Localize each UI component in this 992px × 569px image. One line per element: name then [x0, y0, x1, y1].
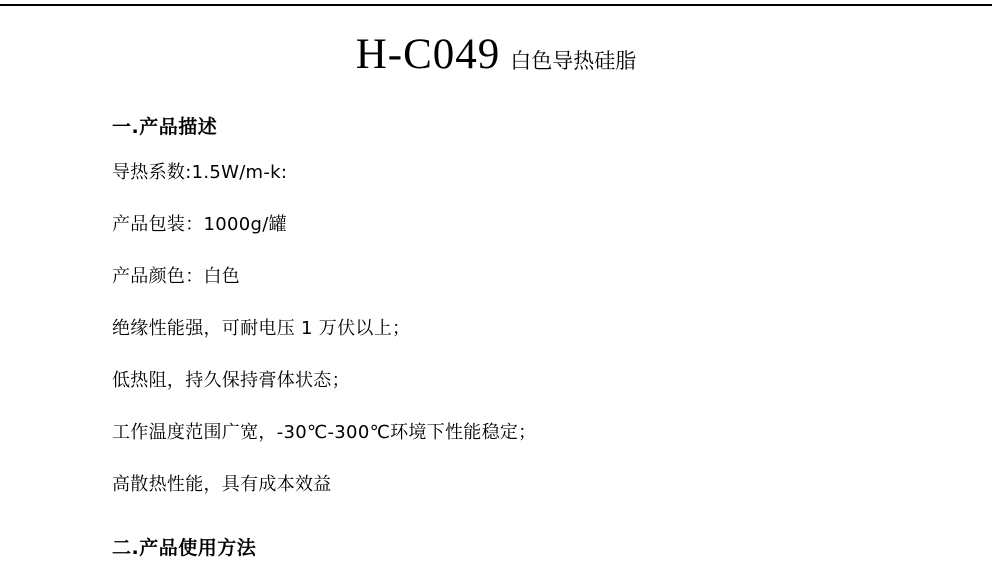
product-name-subtitle: 白色导热硅脂	[510, 49, 637, 73]
spec-thermal-conductivity: 导热系数:1.5W/m-k:	[112, 162, 288, 183]
product-code-title: H-C049	[355, 31, 501, 78]
section-heading-product-description: 一.产品描述	[112, 116, 218, 138]
document-body	[112, 112, 932, 500]
spec-thermal-resistance: 低热阻，持久保持膏体状态；	[112, 370, 350, 391]
spec-packaging: 产品包装：1000g/罐	[112, 214, 287, 235]
spec-insulation: 绝缘性能强，可耐电压 1 万伏以上；	[112, 318, 411, 339]
top-horizontal-rule	[0, 4, 992, 6]
spec-color: 产品颜色：白色	[112, 266, 241, 287]
spec-heat-dissipation: 高散热性能，具有成本效益	[112, 474, 332, 495]
section-heading-usage-method: 二.产品使用方法	[112, 537, 257, 559]
spec-temperature-range: 工作温度范围广宽，-30℃-300℃环境下性能稳定；	[112, 422, 537, 443]
document-title-row	[0, 30, 992, 79]
